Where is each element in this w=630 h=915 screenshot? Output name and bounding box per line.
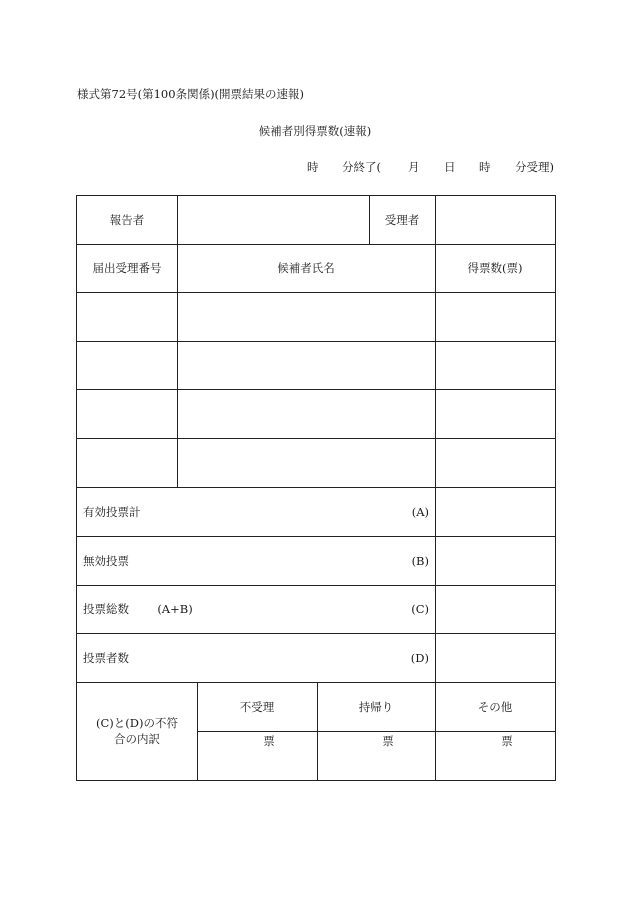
total-votes-mark: (C) (411, 602, 429, 616)
total-votes-label: 投票総数 (83, 602, 129, 616)
candidate-name-cell[interactable] (177, 389, 435, 438)
vote-count-table (76, 195, 556, 781)
unaccepted-unit: 票 (263, 734, 275, 748)
taken-home-unit: 票 (382, 734, 394, 748)
votes-header: 得票数(票) (467, 261, 523, 275)
votes-cell[interactable] (435, 438, 555, 487)
receipt-number-cell[interactable] (77, 341, 177, 389)
unaccepted-header: 不受理 (239, 699, 275, 714)
invalid-votes-value[interactable] (435, 536, 555, 585)
time-minute-end-label: 分終了( (342, 160, 381, 174)
taken-home-value[interactable] (317, 731, 435, 780)
time-hour2-label: 時 (479, 160, 491, 174)
total-votes-formula: (A+B) (157, 602, 193, 616)
receiver-label: 受理者 (384, 213, 420, 227)
voters-count-mark: (D) (410, 650, 429, 665)
invalid-votes-label: 無効投票 (83, 553, 129, 568)
valid-votes-mark: (A) (411, 504, 429, 519)
other-value[interactable] (435, 731, 555, 780)
document-title: 候補者別得票数(速報) (258, 124, 372, 138)
discrepancy-label-line2: 合の内訳 (114, 732, 160, 746)
unaccepted-value[interactable] (197, 731, 317, 780)
other-header: その他 (477, 699, 513, 714)
time-minute-received-label: 分受理) (515, 160, 554, 174)
taken-home-header: 持帰り (358, 699, 394, 714)
valid-votes-value[interactable] (435, 487, 555, 536)
valid-votes-label: 有効投票計 (83, 504, 141, 519)
receiver-field[interactable] (435, 196, 555, 244)
reporter-label: 報告者 (109, 213, 145, 227)
time-month-label: 月 (408, 160, 420, 174)
form-number: 様式第72号(第100条関係)(開票結果の速報) (77, 87, 305, 101)
receipt-number-cell[interactable] (77, 389, 177, 438)
time-hour-label: 時 (307, 160, 319, 174)
voters-count-label: 投票者数 (83, 650, 129, 665)
receipt-number-cell[interactable] (77, 438, 177, 487)
receipt-number-header: 届出受理番号 (92, 261, 162, 275)
discrepancy-breakdown-label (77, 682, 197, 780)
votes-cell[interactable] (435, 292, 555, 341)
total-votes-value[interactable] (435, 585, 555, 633)
candidate-name-cell[interactable] (177, 438, 435, 487)
other-unit: 票 (501, 734, 513, 748)
votes-cell[interactable] (435, 389, 555, 438)
candidate-name-header: 候補者氏名 (277, 261, 335, 275)
receipt-number-cell[interactable] (77, 292, 177, 341)
candidate-name-cell[interactable] (177, 341, 435, 389)
time-day-label: 日 (444, 160, 456, 174)
candidate-name-cell[interactable] (177, 292, 435, 341)
reporter-field[interactable] (177, 196, 369, 244)
discrepancy-label-line1: (C)と(D)の不符 (96, 716, 178, 730)
votes-cell[interactable] (435, 341, 555, 389)
voters-count-value[interactable] (435, 633, 555, 682)
invalid-votes-mark: (B) (411, 553, 429, 568)
